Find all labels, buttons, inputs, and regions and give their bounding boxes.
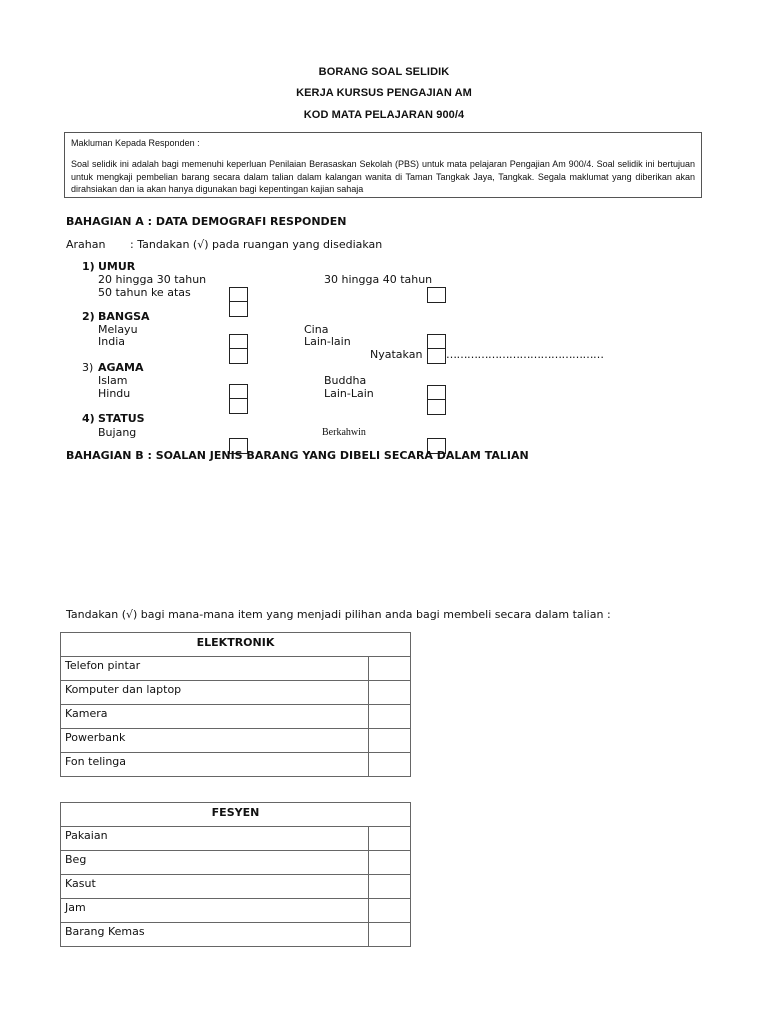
fesyen-table [60,802,411,947]
item-label: Barang Kemas [61,923,369,947]
table-row [61,827,411,851]
form-subtitle: KERJA KURSUS PENGAJIAN AM [296,87,472,99]
q4-label: STATUS [98,412,145,425]
table-row [61,657,411,681]
fesyen-table-header: FESYEN [61,803,411,827]
religion-lain-lain-checkbox[interactable] [427,399,446,415]
item-label: Telefon pintar [61,657,369,681]
elektronik-table-header: ELEKTRONIK [61,633,411,657]
item-checkbox[interactable] [369,875,411,899]
item-label: Pakaian [61,827,369,851]
religion-option-buddha: Buddha [324,374,367,387]
religion-option-hindu: Hindu [98,387,131,400]
instruction-text: : Tandakan (√) pada ruangan yang disediakan [130,238,383,251]
section-b-title: BAHAGIAN B : SOALAN JENIS BARANG YANG DIBELI SECARA DALAM TALIAN [66,449,529,462]
status-option-berkahwin: Berkahwin [322,427,366,438]
q2-number: 2) [82,310,95,323]
race-option-lain-lain: Lain-lain [304,335,351,348]
form-title: BORANG SOAL SELIDIK [318,66,450,78]
item-label: Komputer dan laptop [61,681,369,705]
item-label: Powerbank [61,729,369,753]
religion-option-lain-lain: Lain-Lain [324,387,374,400]
subject-code: KOD MATA PELAJARAN 900/4 [303,109,465,121]
item-label: Beg [61,851,369,875]
religion-option-islam: Islam [98,374,128,387]
section-a-title: BAHAGIAN A : DATA DEMOGRAFI RESPONDEN [66,215,347,228]
q2-label: BANGSA [98,310,150,323]
section-b-instruction: Tandakan (√) bagi mana-mana item yang menjadi pilihan anda bagi membeli secara dalam talian : [66,608,611,621]
race-option-cina: Cina [304,323,329,336]
item-checkbox[interactable] [369,729,411,753]
race-option-india: India [98,335,125,348]
table-row [61,753,411,777]
table-row [61,851,411,875]
item-checkbox[interactable] [369,657,411,681]
table-row [61,899,411,923]
table-row [61,681,411,705]
race-option-melayu: Melayu [98,323,138,336]
respondent-notice-box [64,132,702,198]
item-checkbox[interactable] [369,681,411,705]
item-label: Kasut [61,875,369,899]
q4-number: 4) [82,412,95,425]
race-lain-lain-checkbox[interactable] [427,348,446,364]
item-checkbox[interactable] [369,753,411,777]
age-option-20-30: 20 hingga 30 tahun [98,273,207,286]
status-option-bujang: Bujang [98,426,137,439]
item-checkbox[interactable] [369,923,411,947]
instruction-label: Arahan [66,238,106,251]
table-row [61,705,411,729]
specify-label: Nyatakan [370,348,423,361]
race-india-checkbox[interactable] [229,348,248,364]
age-option-30-40: 30 hingga 40 tahun [324,273,433,286]
table-row [61,729,411,753]
q3-label: AGAMA [98,361,144,374]
age-50-plus-checkbox[interactable] [229,301,248,317]
item-label: Jam [61,899,369,923]
age-30-40-checkbox[interactable] [427,287,446,303]
notice-heading: Makluman Kepada Responden : [71,138,200,148]
item-checkbox[interactable] [369,705,411,729]
q1-number: 1) [82,260,95,273]
notice-body: Soal selidik ini adalah bagi memenuhi keperluan Penilaian Berasaskan Sekolah (PBS) untuk mata pelajaran Pengajian Am 900/4. Soal selidik ini bertujuan untuk mengkaji pembelian barang secara dalam talian dalam kalangan wanita di Taman Tangkak Jaya, Tangkak. Segala maklumat yang diberikan akan dirahsiakan dan ia akan hanya digunakan bagi kepentingan kajian sahaja [71,159,695,194]
item-label: Fon telinga [61,753,369,777]
age-option-50-plus: 50 tahun ke atas [98,286,191,299]
item-checkbox[interactable] [369,899,411,923]
elektronik-table [60,632,411,777]
q1-label: UMUR [98,260,136,273]
religion-hindu-checkbox[interactable] [229,398,248,414]
item-label: Kamera [61,705,369,729]
specify-input-line[interactable]: ……………………………………… [446,348,604,361]
item-checkbox[interactable] [369,827,411,851]
table-row [61,923,411,947]
table-row [61,875,411,899]
item-checkbox[interactable] [369,851,411,875]
q3-number: 3) [82,361,94,374]
